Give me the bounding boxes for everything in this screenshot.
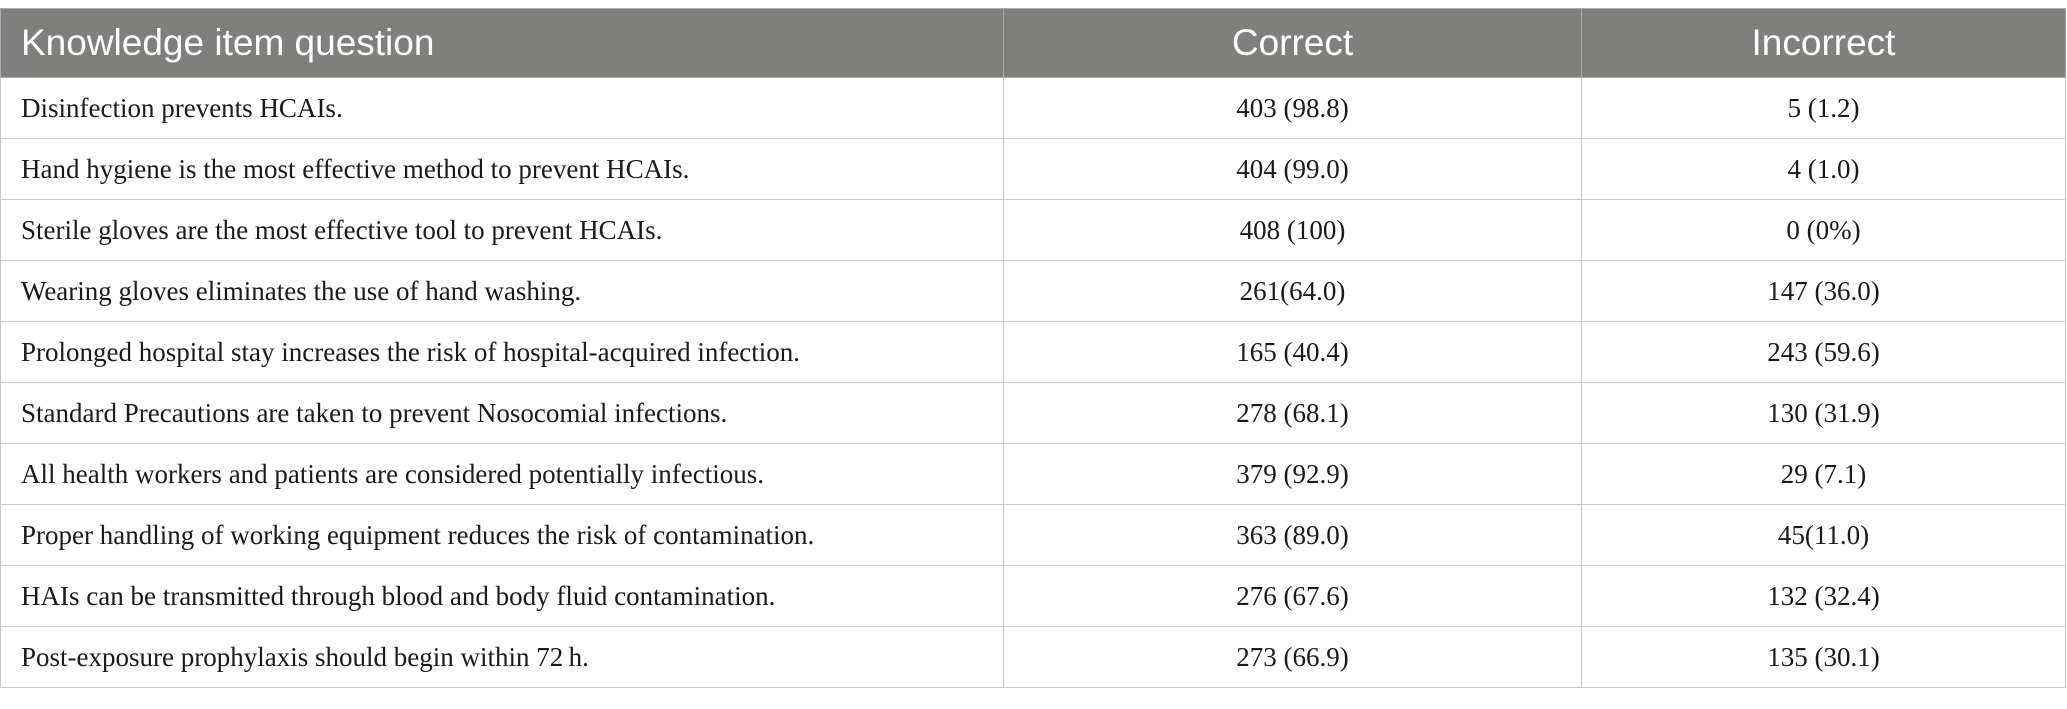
incorrect-cell: 29 (7.1) <box>1582 444 2066 505</box>
header-correct: Correct <box>1004 9 1582 78</box>
incorrect-cell: 135 (30.1) <box>1582 627 2066 688</box>
question-cell: Prolonged hospital stay increases the risk of hospital-acquired infection. <box>1 322 1004 383</box>
table-row <box>1 444 2066 505</box>
table-row <box>1 322 2066 383</box>
incorrect-cell: 132 (32.4) <box>1582 566 2066 627</box>
table-row <box>1 566 2066 627</box>
correct-cell: 408 (100) <box>1004 200 1582 261</box>
incorrect-cell: 130 (31.9) <box>1582 383 2066 444</box>
table-row <box>1 200 2066 261</box>
correct-cell: 404 (99.0) <box>1004 139 1582 200</box>
table-row <box>1 505 2066 566</box>
correct-cell: 379 (92.9) <box>1004 444 1582 505</box>
correct-cell: 165 (40.4) <box>1004 322 1582 383</box>
incorrect-cell: 243 (59.6) <box>1582 322 2066 383</box>
question-cell: All health workers and patients are considered potentially infectious. <box>1 444 1004 505</box>
incorrect-cell: 5 (1.2) <box>1582 78 2066 139</box>
correct-cell: 278 (68.1) <box>1004 383 1582 444</box>
question-cell: Hand hygiene is the most effective method to prevent HCAIs. <box>1 139 1004 200</box>
question-cell: Post-exposure prophylaxis should begin within 72 h. <box>1 627 1004 688</box>
question-cell: Wearing gloves eliminates the use of hand washing. <box>1 261 1004 322</box>
correct-cell: 276 (67.6) <box>1004 566 1582 627</box>
table-header-row <box>1 9 2066 78</box>
knowledge-table <box>0 8 2066 688</box>
correct-cell: 261(64.0) <box>1004 261 1582 322</box>
incorrect-cell: 4 (1.0) <box>1582 139 2066 200</box>
question-cell: Disinfection prevents HCAIs. <box>1 78 1004 139</box>
incorrect-cell: 45(11.0) <box>1582 505 2066 566</box>
question-cell: Proper handling of working equipment reduces the risk of contamination. <box>1 505 1004 566</box>
table-row <box>1 78 2066 139</box>
question-cell: HAIs can be transmitted through blood and body fluid contamination. <box>1 566 1004 627</box>
incorrect-cell: 147 (36.0) <box>1582 261 2066 322</box>
table-row <box>1 383 2066 444</box>
table-row <box>1 139 2066 200</box>
correct-cell: 403 (98.8) <box>1004 78 1582 139</box>
header-incorrect: Incorrect <box>1582 9 2066 78</box>
incorrect-cell: 0 (0%) <box>1582 200 2066 261</box>
table-row <box>1 261 2066 322</box>
table-row <box>1 627 2066 688</box>
correct-cell: 363 (89.0) <box>1004 505 1582 566</box>
question-cell: Standard Precautions are taken to prevent Nosocomial infections. <box>1 383 1004 444</box>
correct-cell: 273 (66.9) <box>1004 627 1582 688</box>
header-question: Knowledge item question <box>1 9 1004 78</box>
question-cell: Sterile gloves are the most effective tool to prevent HCAIs. <box>1 200 1004 261</box>
